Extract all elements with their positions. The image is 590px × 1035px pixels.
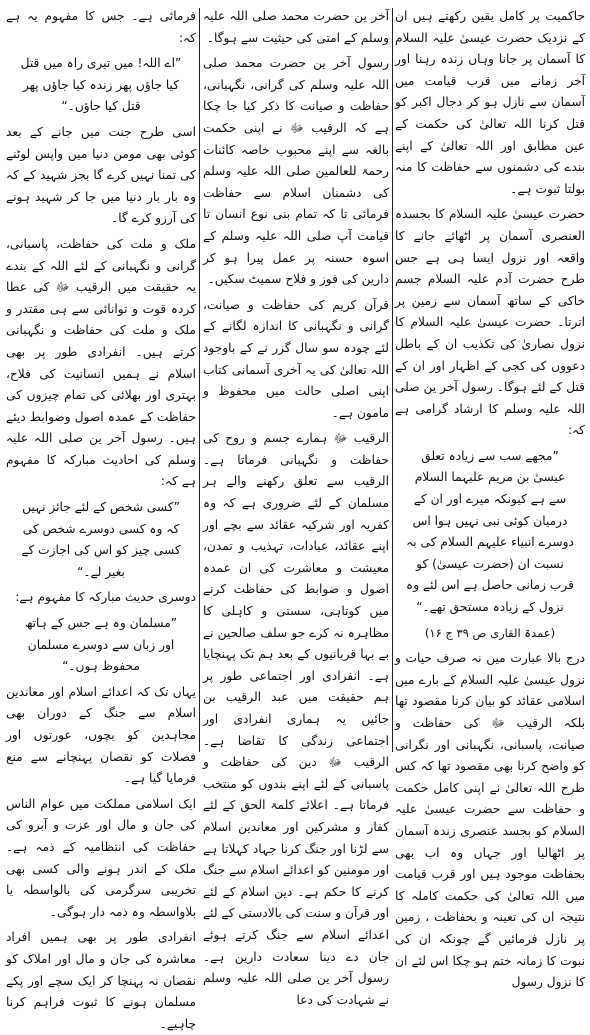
- hadith-quote: ”اے اللہ! میں تیری راہ میں قتل کیا جاؤں پھر زندہ کیا جاؤں پھر قتل کیا جاؤں۔“: [20, 56, 182, 114]
- paragraph: اسی طرح جنت میں جانے کے بعد کوئی بھی مومن دنیا میں واپس لوٹنے کی تمنا نہیں کرے گا بجز شہید کے کہ وہ بار بار دنیا میں جا کر شہید ہونے کی آرزو کرے گا۔: [6, 124, 196, 226]
- column-left: [6, 6, 196, 1031]
- paragraph: انفرادی طور پر بھی ہمیں افراد معاشرہ کی جان و مال اور املاک کو نقصان نہ پہنچا کر ایک سچے اور پکے مسلمان ہونے کا ثبوت فراہم کرنا چاہیے۔: [6, 930, 196, 1031]
- paragraph: قرآن کریم کی حفاظت و صیانت، گرانی و نگہبانی کا اندازہ لگانے کے لئے چودہ سو سال گزر نے کے باوجود اللہ تعالیٰ کی یہ آخری آسمانی کتاب اپنی اصلی حالت میں محفوظ و مامون ہے۔: [203, 297, 389, 420]
- hadith-quote: ”مجھے سب سے زیادہ تعلق عیسیٰ بن مریم علیہما السلام سے ہے کیونکہ میرے اور ان کے درمیان کوئی نبی نہیں ہوا اس دوسرے انبیاء علیہم السلام کی بہ نسبت ان (حضرت عیسیٰ) کو قرب زمانی حاصل ہے اس لئے وہ نزول کے زیادہ مستحق تھے۔“: [406, 448, 574, 615]
- paragraph: فرمائی ہے۔ جس کا مفہوم یہ ہے کہ:: [6, 9, 196, 45]
- citation: (عمدۃ القاری ص ۳۹ ج ۱۶): [424, 625, 556, 640]
- top-rule: [0, 0, 590, 4]
- column-divider: [392, 8, 393, 752]
- paragraph: حضرت عیسیٰ علیہ السلام کا بجسدہ العنصری آسمان پر اٹھائے جانے کا واقعہ اور نزول ایسا ہی ہے جس طرح حضرت آدم علیہ السلام جسم خاکی کے ساتھ آسمان سے زمین پر اترتا۔ حضرت عیسیٰ علیہ السلام کا نزول نصاریٰ کی تکذیب ان کے باطل دعووں کی کجی کے اظہار اور ان کے قتل کے لئے ہوگا۔ رسول آخر ین صلی اللہ علیہ وسلم کا ارشاد گرامی ہے کہ:: [395, 207, 585, 438]
- paragraph: حاکمیت پر کامل یقین رکھتے ہیں ان کے نزدیک حضرت عیسیٰ علیہ السلام کا آسمان پر جانا وہاں زندہ رہنا اور آخر زمانے میں قرب قیامت میں آسمان سے نازل ہو کر دجال اکبر کو قتل کرنا اللہ تعالیٰ کی حکمت کے عین مطابق اور اللہ تعالیٰ کے اپنے بندے کی دشمنوں سے حفاظت کا منہ بولتا ثبوت ہے۔: [395, 9, 585, 196]
- column-middle: [203, 6, 389, 1007]
- paragraph: الرقیب ﷻ ہمارے جسم و روح کی حفاظت و نگہبانی فرماتا ہے۔ الرقیب سے تعلق رکھنے والے ہر مسلمان کے لئے ضروری ہے کہ وہ کفریہ اور شرکیہ عقائد سے بچے اور اپنے عقائد، عبادات، تہذیب و تمدن، معیشت و معاشرت کی ان عمدہ اصول و ضوابط کی حفاظت کرنے میں کوتاہی، سستی و کاہلی کا مظاہرہ نہ کرے جو سلف صالحین نے بے بہا قربانیوں کے بعد ہم تک پہنچایا ہے۔ انفرادی اور اجتماعی طور پر ہم حقیقت میں عبد الرقیب بن جائیں یہ ہماری انفرادی اور اجتماعی زندگی کا تقاضا ہے۔ الرقیب ﷻ دین کی حفاظت و پاسبانی کے لئے اپنے بندوں کو منتخب فرماتا ہے۔ اعلائے کلمۃ الحق کے لئے کفار و مشرکین اور معاندین اسلام سے لڑنا اور جنگ کرنا جہاد کہلاتا ہے اور مومنین کو اعدائے اسلام سے جنگ کرنے کا حکم ہے۔ دین اسلام کے لئے اور قرآن و سنت کی بالادستی کے لئے اعدائے اسلام سے جنگ کرتے ہوئے جان دے دینا سعادت دارین ہے۔ رسول آخر ین صلی اللہ علیہ وسلم نے شہادت کی دعا: [203, 431, 389, 1007]
- paragraph: درج بالا عبارت میں نہ صرف حیات و نزول عیسیٰ علیہ السلام کے بارے میں اسلامی عقائد کو بیان کرنا مقصود تھا بلکہ الرقیب ﷻ کی حفاظت و صیانت، پاسبانی، نگہبانی اور نگرانی کو واضح کرنا بھی مقصود تھا کہ کس طرح اللہ تعالیٰ نے اپنی کامل حکمت و حفاظت سے حضرت عیسیٰ علیہ السلام کو بجسد عنصری زندہ آسمان پر اٹھالیا اور جہاں وہ اب بھی بحفاظت موجود ہیں اور قرب قیامت میں اللہ تعالیٰ کی حکمت کاملہ کا نتیجہ ان کی تعینہ و بحفاظت ، زمین پر نازل فرمائیں گے چونکہ ان کی نبوت کا زمانہ ختم ہو چکا اس لئے ان کا نزول رسول: [395, 651, 585, 990]
- paragraph: رسول آخر ین حضرت محمد صلی اللہ علیہ وسلم کی گرانی، نگہبانی، حفاظت و صیانت کا ذکر کیا جا چکا ہے کہ الرقیب ﷻ نے اپنی حکمت بالغہ سے اپنے محبوب خاصہ کائنات رحمۃ للعالمین صلی اللہ علیہ وسلم کی دشمنان اسلام سے حفاظت فرمائی تا کہ تمام بنی نوع انسان تا قیامت آپ صلی اللہ علیہ وسلم کے اسوہ حسنہ پر عمل پیرا ہو کر دارین کی فوز و فلاح سمیٹ سکیں۔: [203, 56, 389, 287]
- paragraph: دوسری حدیث مبارکہ کا مفہوم ہے:: [15, 590, 196, 605]
- paragraph: یہاں تک کہ اعدائے اسلام اور معاندین اسلام سے جنگ کے دوران بھی مجاہدین کو بچوں، عورتوں اور فصلات کو نقصان پہنچانے سے منع فرمایا گیا ہے۔: [6, 684, 196, 786]
- column-right: [395, 6, 585, 990]
- hadith-quote: ”مسلمان وہ ہے جس کے ہاتھ اور زبان سے دوسرے مسلمان محفوظ ہوں۔“: [24, 616, 178, 674]
- paragraph: ملک و ملت کی حفاظت، پاسبانی، گرانی و نگہبانی کے لئے اللہ کے بندے یہ حقیقت میں الرقیب ﷻ کی عطا کردہ قوت و توانائی سے ہی مقتدر و ملک و ملت کی حفاظت و نگہبانی کرتے ہیں۔ انفرادی طور پر بھی اسلام نے ہمیں انسانیت کی فلاح، بہتری اور بھلائی کی تمام چیزوں کی حفاظت کے عمدہ اصول وضوابط دیئے ہیں۔ رسول آخر ین صلی اللہ علیہ وسلم کی احادیث مبارکہ کا مفہوم ہے کہ:: [6, 236, 196, 489]
- paragraph: آخر ین حضرت محمد صلی اللہ علیہ وسلم کے امتی کی حیثیت سے ہوگا۔: [203, 9, 389, 45]
- paragraph: ایک اسلامی مملکت میں عوام الناس کی جان و مال اور عزت و آبرو کی حفاظت کی انتظامیہ کے ذمہ ہے۔ ملک کے اندر ہونے والی کسی بھی تخریبی سرگرمی کی بالواسطہ یا بلاواسطہ وہ ذمہ دار ہوگی۔: [6, 796, 196, 919]
- hadith-quote: ”کسی شخص کے لئے جائز نہیں کہ وہ کسی دوسرے شخص کی کسی چیز کو اس کی اجازت کے بغیر لے۔“: [21, 500, 181, 579]
- column-divider: [199, 8, 200, 752]
